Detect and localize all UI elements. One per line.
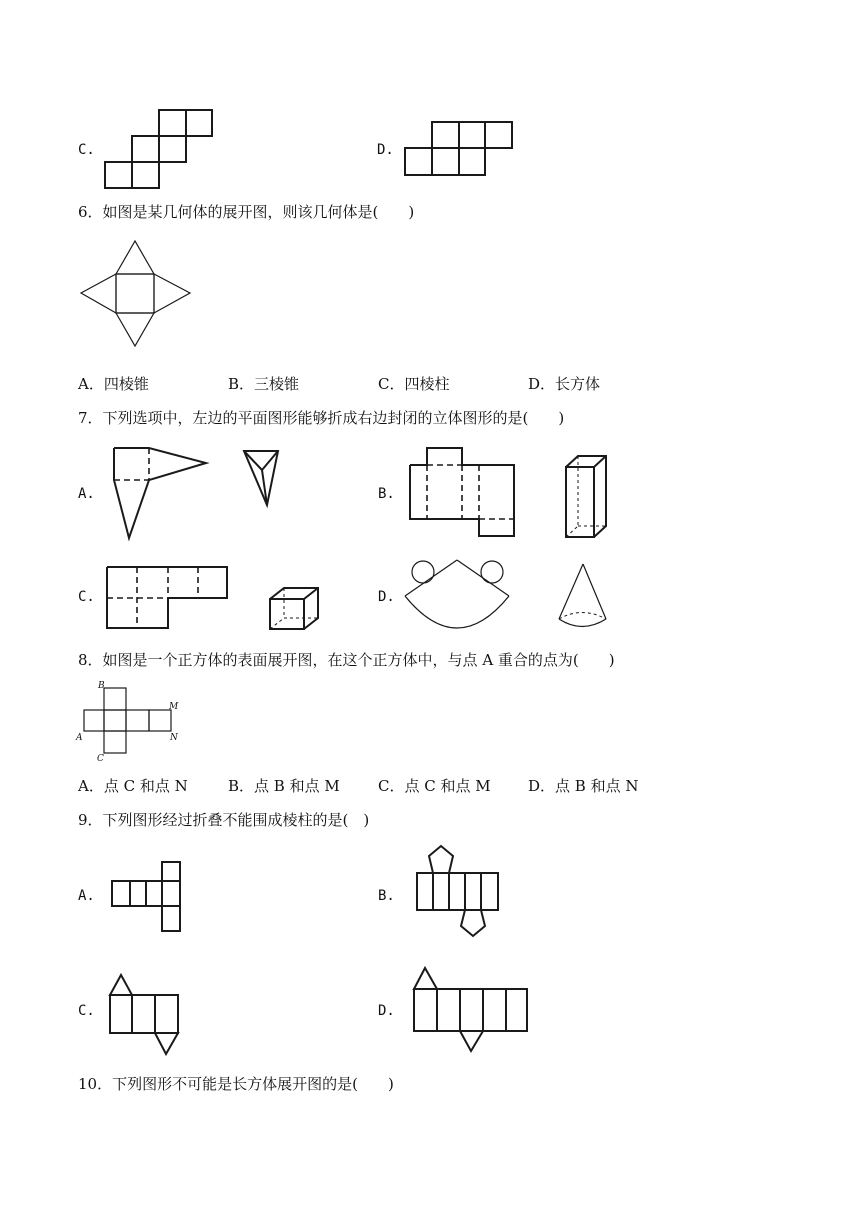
q7-option-b-label: B. (378, 486, 395, 502)
q8-point-b: B (98, 681, 105, 691)
q5-option-d-label: D. (377, 142, 394, 158)
q9-stem: 9．下列图形经过折叠不能围成棱柱的是( ) (78, 811, 370, 829)
q8-option-b[interactable]: B．点 B 和点 M (228, 777, 340, 795)
q9-option-a-label: A. (78, 888, 95, 904)
q8-point-c: C (97, 754, 104, 764)
q8-option-c[interactable]: C．点 C 和点 M (378, 777, 491, 795)
q6-option-c[interactable]: C．四棱柱 (378, 375, 450, 393)
q7-option-c-label: C. (78, 589, 95, 605)
q5-option-c-label: C. (78, 142, 95, 158)
q8-point-m: M (169, 702, 179, 712)
q6-stem: 6．如图是某几何体的展开图，则该几何体是( ) (78, 203, 415, 221)
q10-stem: 10．下列图形不可能是长方体展开图的是( ) (78, 1075, 394, 1093)
q7-option-d-label: D. (378, 589, 395, 605)
q9-option-d-net (0, 0, 1, 1)
q8-option-d[interactable]: D．点 B 和点 N (528, 777, 639, 795)
q8-point-n: N (170, 733, 178, 743)
q6-option-b[interactable]: B．三棱锥 (228, 375, 300, 393)
q6-option-d[interactable]: D．长方体 (528, 375, 601, 393)
q7-option-a-label: A. (78, 486, 95, 502)
q7-stem: 7．下列选项中，左边的平面图形能够折成右边封闭的立体图形的是( ) (78, 409, 565, 427)
q6-option-a[interactable]: A．四棱锥 (78, 375, 149, 393)
q9-option-b-label: B. (378, 888, 395, 904)
q8-option-a[interactable]: A．点 C 和点 N (78, 777, 188, 795)
q8-stem: 8．如图是一个正方体的表面展开图，在这个正方体中，与点 A 重合的点为( ) (78, 651, 615, 669)
q8-point-a: A (76, 733, 83, 743)
q9-option-d-label: D. (378, 1003, 395, 1019)
q9-option-c-label: C. (78, 1003, 95, 1019)
